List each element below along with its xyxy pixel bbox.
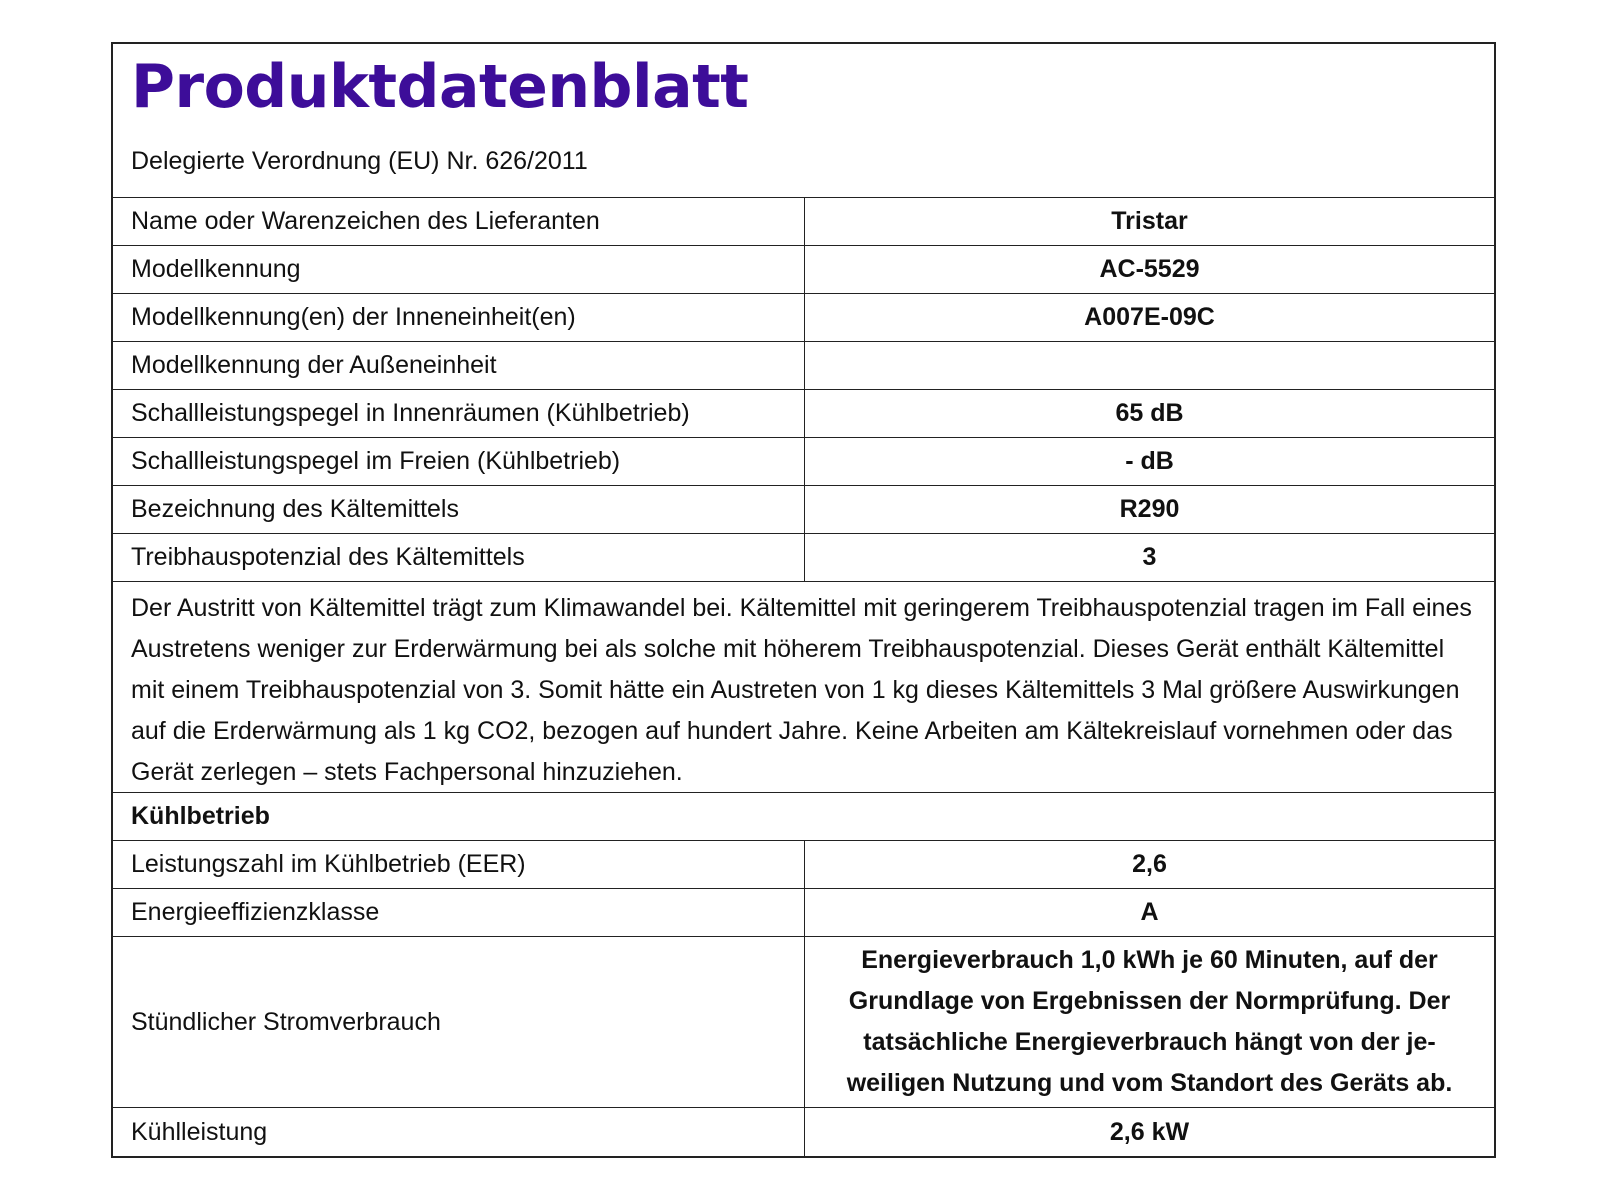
row-label-indoor-sound: Schallleistungspegel in Innenräumen (Kühlbetrieb) xyxy=(113,390,805,437)
product-data-sheet xyxy=(111,42,1496,1158)
regulation-subtitle: Delegierte Verordnung (EU) Nr. 626/2011 xyxy=(131,147,588,175)
row-value-refrigerant: R290 xyxy=(1119,495,1180,523)
table-row xyxy=(113,438,1494,486)
table-row xyxy=(113,294,1494,342)
row-label-model: Modellkennung xyxy=(113,246,805,293)
row-value-outdoor-sound: - dB xyxy=(1125,447,1174,475)
table-row xyxy=(113,198,1494,246)
table-row xyxy=(113,937,1494,1108)
row-value-gwp: 3 xyxy=(1142,543,1157,571)
table-row xyxy=(113,486,1494,534)
section-heading-cooling: Kühlbetrieb xyxy=(113,793,1494,841)
table-row xyxy=(113,390,1494,438)
row-label-outdoor-sound: Schallleistungspegel im Freien (Kühlbetrieb) xyxy=(113,438,805,485)
table-row xyxy=(113,246,1494,294)
row-value-hourly-consumption: Energieverbrauch 1,0 kWh je 60 Minuten, auf der Grundlage von Ergebnissen der Normprüfung. Der tatsächliche Energieverbrauch hängt von der jeweiligen Nutzung und vom Standort des Geräts ab. xyxy=(846,946,1453,1097)
row-label-cooling-capacity: Kühlleistung xyxy=(113,1108,805,1156)
row-label-refrigerant: Bezeichnung des Kältemittels xyxy=(113,486,805,533)
row-value-model: AC-5529 xyxy=(1099,255,1200,283)
row-value-outdoor-model xyxy=(805,342,1494,389)
page-title: Produktdatenblatt xyxy=(131,52,749,122)
row-label-outdoor-model: Modellkennung der Außeneinheit xyxy=(113,342,805,389)
row-value-energy-class: A xyxy=(1140,898,1159,926)
row-label-gwp: Treibhauspotenzial des Kältemittels xyxy=(113,534,805,581)
row-label-supplier: Name oder Warenzeichen des Lieferanten xyxy=(113,198,805,245)
row-label-indoor-model: Modellkennung(en) der Inneneinheit(en) xyxy=(113,294,805,341)
row-label-hourly-consumption: Stündlicher Stromverbrauch xyxy=(113,937,805,1107)
table-row xyxy=(113,342,1494,390)
row-value-supplier: Tristar xyxy=(1111,207,1188,235)
table-row xyxy=(113,841,1494,889)
table-row xyxy=(113,1108,1494,1156)
row-value-eer: 2,6 xyxy=(1132,850,1167,878)
table-row xyxy=(113,534,1494,582)
row-label-energy-class: Energieeffizienzklasse xyxy=(113,889,805,936)
row-value-indoor-sound: 65 dB xyxy=(1115,399,1184,427)
row-label-eer: Leistungszahl im Kühlbetrieb (EER) xyxy=(113,841,805,888)
refrigerant-notice: Der Austritt von Kältemittel trägt zum Klimawandel bei. Kältemittel mit geringerem Treibhauspotenzial tragen im Fall eines Austretens weniger zur Erderwärmung bei als solche mit höherem Treibhauspotenzial. Dieses Gerät enthält Kältemittel mit einem Treibhauspotenzial von 3. Somit hätte ein Austreten von 1 kg dieses Kältemittels 3 Mal größere Auswirkungen auf die Erderwärmung als 1 kg CO2, bezogen auf hundert Jahre. Keine Arbeiten am Kältekreislauf vornehmen oder das Gerät zerlegen – stets Fachpersonal hinzuziehen. xyxy=(113,582,1494,793)
sheet-header xyxy=(113,44,1494,198)
table-row xyxy=(113,889,1494,937)
row-value-cooling-capacity: 2,6 kW xyxy=(1109,1117,1190,1146)
row-value-indoor-model: A007E-09C xyxy=(1084,303,1215,331)
